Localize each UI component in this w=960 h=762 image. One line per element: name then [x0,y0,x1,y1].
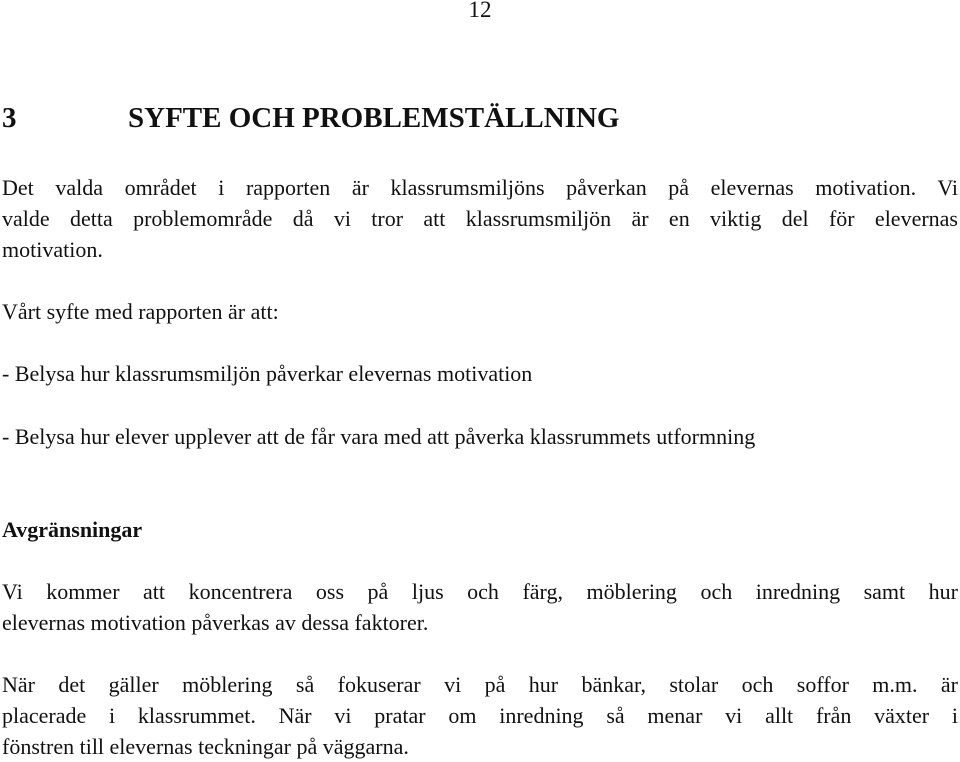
furnishing-paragraph [2,669,958,762]
page-number: 12 [468,0,492,22]
chapter-title: SYFTE OCH PROBLEMSTÄLLNING [128,102,620,134]
chapter-number: 3 [2,102,17,134]
aim-item: - Belysa hur klassrumsmiljön påverkar elevernas motivation [2,361,533,386]
chapter-heading [2,101,619,135]
aim-item: - Belysa hur elever upplever att de får vara med att påverka klassrummets utformning [2,424,756,449]
intro-line: Det valda området i rapporten är klassrumsmiljöns påverkan på elevernas motivation. Vi [2,175,958,200]
delimitations-line: elevernas motivation påverkas av dessa faktorer. [2,610,429,635]
intro-paragraph [2,172,958,265]
intro-line: motivation. [2,237,103,262]
furnishing-line: När det gäller möblering så fokuserar vi på hur bänkar, stolar och soffor m.m. är [2,672,958,697]
delimitations-heading: Avgränsningar [2,517,143,542]
furnishing-line: fönstren till elevernas teckningar på väggarna. [2,734,409,759]
delimitations-line: Vi kommer att koncentrera oss på ljus och färg, möblering och inredning samt hur [2,579,958,604]
intro-line: valde detta problemområde då vi tror att klassrumsmiljön är en viktig del för elevernas [2,206,958,231]
furnishing-line: placerade i klassrummet. När vi pratar om inredning så menar vi allt från växter i [2,703,958,728]
delimitations-paragraph [2,576,958,638]
purpose-lead: Vårt syfte med rapporten är att: [2,299,279,324]
